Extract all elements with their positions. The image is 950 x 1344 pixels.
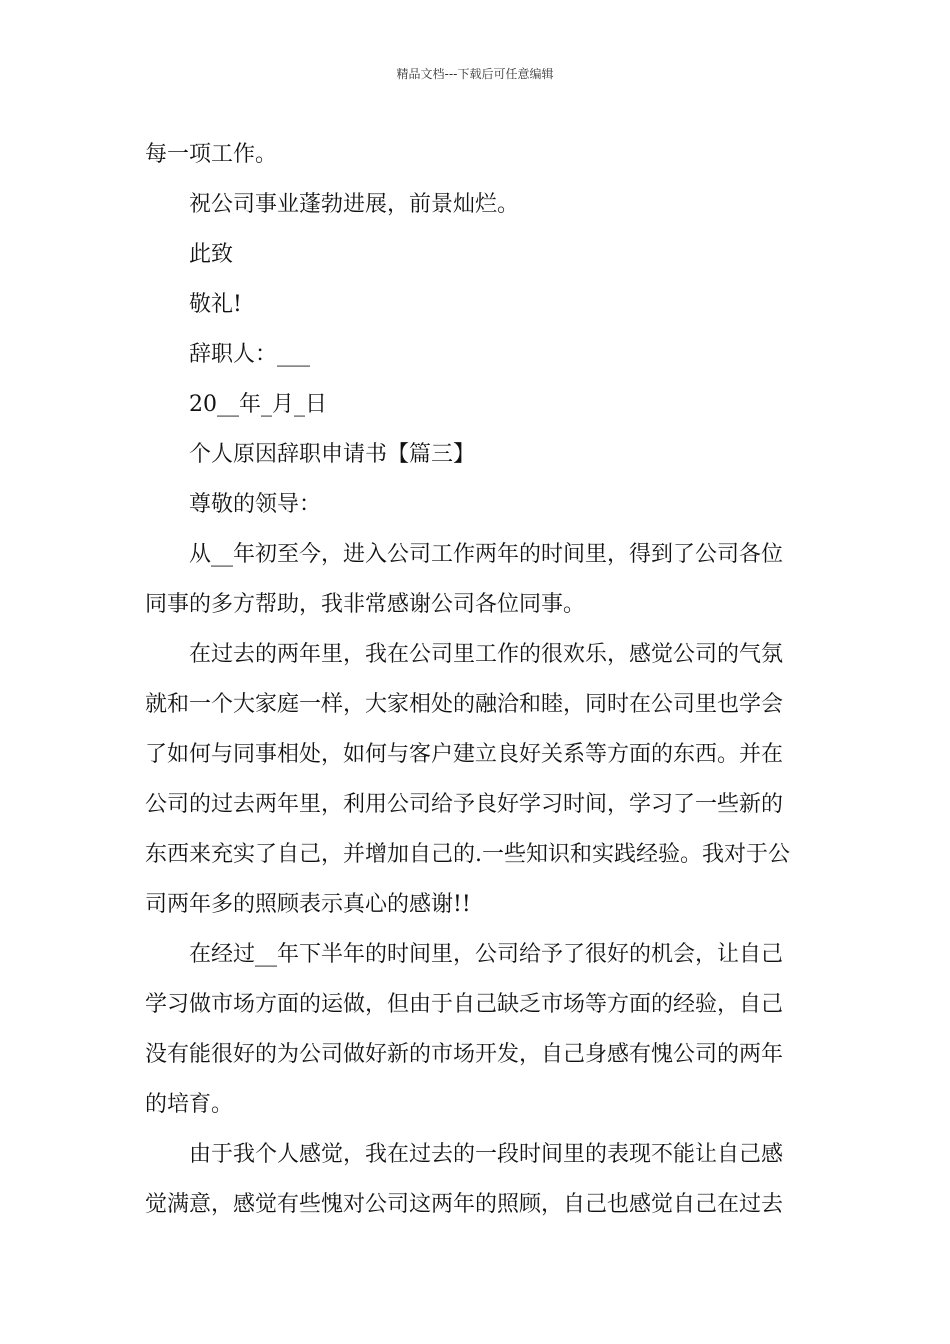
page-header: 精品文档---下载后可任意编辑 xyxy=(396,67,554,81)
section-title: 个人原因辞职申请书【篇三】 xyxy=(189,442,476,467)
text-line: 辞职人：___ xyxy=(189,342,311,367)
text-line: 司两年多的照顾表示真心的感谢!! xyxy=(145,892,471,917)
text-line: 公司的过去两年里，利用公司给予良好学习时间，学习了一些新的 xyxy=(145,792,784,817)
text-line: 学习做市场方面的运做，但由于自己缺乏市场等方面的经验，自己 xyxy=(145,992,784,1017)
text-line: 同事的多方帮助，我非常感谢公司各位同事。 xyxy=(145,592,586,617)
text-line: 没有能很好的为公司做好新的市场开发，自己身感有愧公司的两年 xyxy=(145,1042,784,1067)
text-line: 东西来充实了自己，并增加自己的.一些知识和实践经验。我对于公 xyxy=(145,842,790,867)
text-line: 敬礼! xyxy=(189,292,242,317)
document-body xyxy=(145,130,807,1230)
text-line: 在过去的两年里，我在公司里工作的很欢乐，感觉公司的气氛 xyxy=(189,642,784,667)
text-line: 由于我个人感觉，我在过去的一段时间里的表现不能让自己感 xyxy=(189,1142,784,1167)
text-line: 从__年初至今，进入公司工作两年的时间里，得到了公司各位 xyxy=(189,542,784,567)
text-line: 在经过__年下半年的时间里，公司给予了很好的机会，让自己 xyxy=(189,942,784,967)
text-line: 了如何与同事相处，如何与客户建立良好关系等方面的东西。并在 xyxy=(145,742,784,767)
salutation: 尊敬的领导： xyxy=(189,492,322,517)
text-line: 觉满意，感觉有些愧对公司这两年的照顾，自己也感觉自己在过去 xyxy=(145,1192,784,1217)
text-line: 20__年_月_日 xyxy=(189,392,327,417)
text-line: 每一项工作。 xyxy=(145,142,278,167)
text-line: 的培育。 xyxy=(145,1092,234,1117)
text-line: 此致 xyxy=(189,242,234,267)
text-line: 就和一个大家庭一样，大家相处的融洽和睦，同时在公司里也学会 xyxy=(145,692,784,717)
text-line: 祝公司事业蓬勃进展，前景灿烂。 xyxy=(189,192,520,217)
